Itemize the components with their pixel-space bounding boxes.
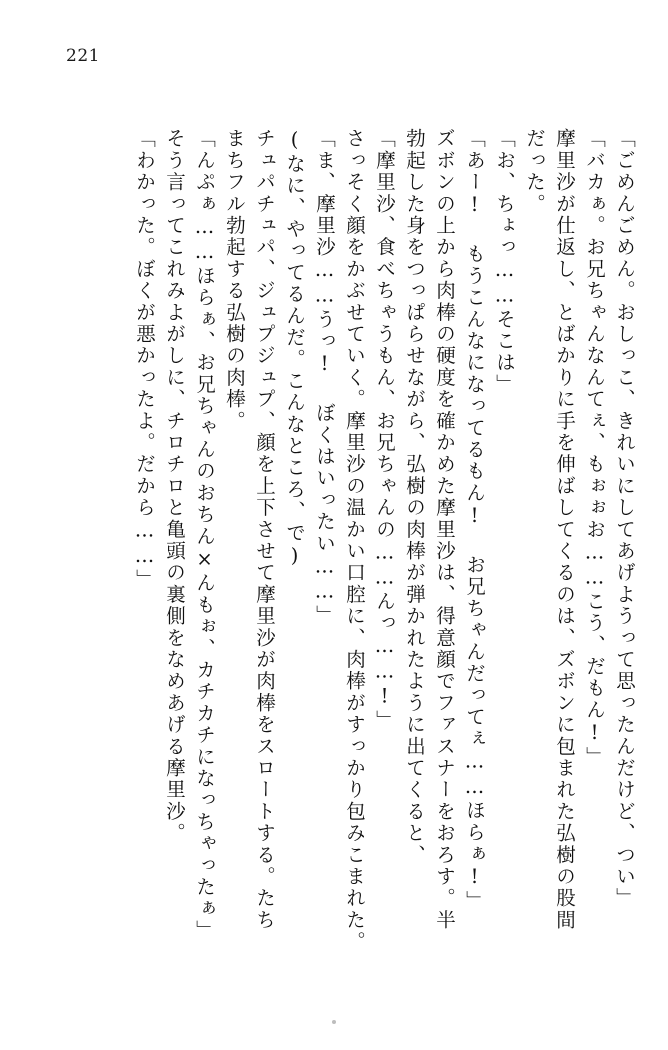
text-line: まちフル勃起する弘樹の肉棒。 (223, 128, 246, 432)
text-line: 「バカぁ。お兄ちゃんなんてぇ、もぉぉお……こう、だもん!」 (583, 128, 606, 768)
text-line: (なに、やってるんだ。こんなところ、で) (283, 128, 306, 569)
text-line: さっそく顔をかぶせていく。摩里沙の温かい口腔に、肉棒がすっかり包みこまれた。 (343, 128, 366, 953)
text-line: 「ま、摩里沙……うっ! ぼくはいったい……」 (313, 128, 336, 627)
text-line: 「わかった。ぼくが悪かったよ。だから……」 (133, 128, 156, 591)
text-line: 「お、ちょっ……そこは」 (493, 128, 516, 396)
page-footer-mark (332, 1020, 336, 1024)
vertical-text-block (34, 108, 634, 998)
page-number: 221 (66, 46, 100, 66)
text-line: 「あー! もうこんなになってるもん! お兄ちゃんだってぇ……ほらぁ!」 (463, 128, 486, 912)
text-line: 「ごめんごめん。おしっこ、きれいにしてあげようって思ったんだけど、つい」 (613, 128, 636, 910)
text-line: チュパチュパ、ジュプジュプ、顔を上下させて摩里沙が肉棒をスロートする。たち (253, 128, 276, 931)
text-line: 「んぷぁ……ほらぁ、お兄ちゃんのおちん×んもぉ、カチカチになっちゃったぁ」 (193, 128, 216, 942)
text-line: 勃起した身をつっぱらせながら、弘樹の肉棒が弾かれたように出てくると、 (403, 128, 426, 866)
text-line: そう言ってこれみよがしに、チロチロと亀頭の裏側をなめあげる摩里沙。 (163, 128, 186, 845)
text-line: だった。 (523, 128, 546, 215)
text-line: ズボンの上から肉棒の硬度を確かめた摩里沙は、得意顔でファスナーをおろす。半 (433, 128, 456, 931)
text-line: 「摩里沙、食べちゃうもん、お兄ちゃんの……んっ……!」 (373, 128, 396, 732)
text-line: 摩里沙が仕返し、とばかりに手を伸ばしてくるのは、ズボンに包まれた弘樹の股間 (553, 128, 576, 931)
